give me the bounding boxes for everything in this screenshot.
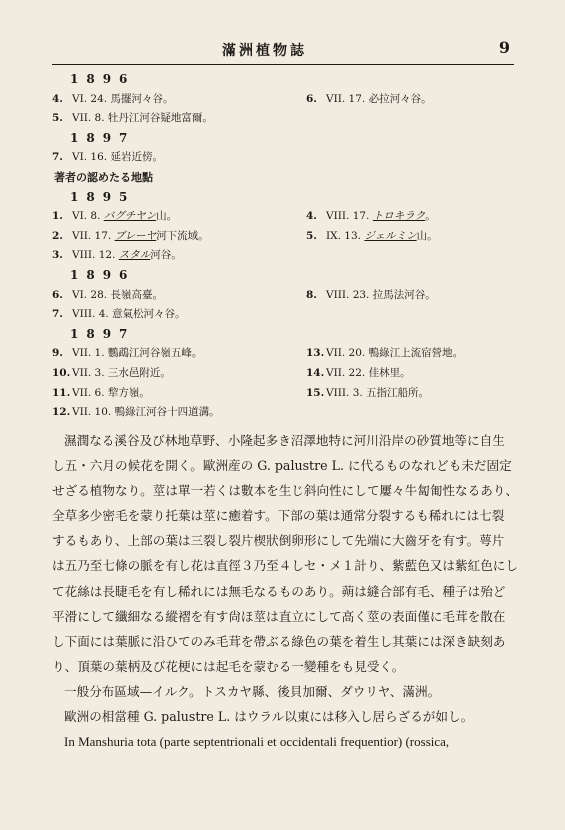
entry-number: 15. — [306, 386, 325, 399]
locality-entry — [306, 384, 429, 404]
locality-entry — [306, 90, 432, 110]
entry-date: VIII. 23. — [326, 288, 373, 301]
description-line: て花絲は長睫毛を有し稀れには無毛なるものあり。蒴は縫合部有毛、種子は殆ど — [52, 583, 506, 599]
entry-place-katakana: トロキラク — [372, 210, 426, 223]
entry-date: VII. 22. — [326, 366, 369, 379]
locality-row — [52, 148, 522, 168]
entry-place: 犂方嶺。 — [107, 386, 150, 399]
entry-date: VII. 1. — [72, 347, 108, 360]
locality-entry — [52, 90, 173, 110]
entry-number: 4. — [306, 210, 317, 223]
entry-place-katakana: ジェルミン — [364, 229, 417, 242]
entry-date: VII. 3. — [72, 366, 108, 379]
locality-entry — [52, 148, 163, 168]
entry-place: 延岩近傍。 — [110, 151, 163, 164]
entry-number: 6. — [52, 288, 63, 301]
entry-place: 三水邑附近。 — [107, 366, 171, 379]
entry-place-katakana: ブレーヤ — [114, 229, 157, 242]
entry-date: VIII. 12. — [72, 249, 119, 262]
species-description — [52, 428, 524, 754]
entry-date: VIII. 4. — [72, 308, 113, 321]
entry-number: 1. — [52, 210, 63, 223]
entry-place-katakana: バグチヤン — [103, 210, 157, 223]
year-text: 1897 — [70, 326, 136, 341]
locality-row — [52, 286, 522, 306]
description-line: せざる植物なり。莖は單一若くは數本を生じ斜向性にして屢々牛匐匍性なるあり、 — [52, 483, 518, 499]
entry-place-katakana: スタル — [118, 249, 151, 262]
locality-entry — [52, 246, 182, 266]
year-heading — [52, 266, 522, 286]
year-text: 1897 — [70, 130, 136, 145]
entry-place: 鴨綠江河谷十四道溝。 — [114, 406, 220, 419]
locality-list — [52, 70, 522, 423]
locality-entry — [306, 364, 411, 384]
entry-place-suffix: 。 — [425, 210, 436, 223]
entry-place: 拉馬法河谷。 — [372, 288, 436, 301]
year-heading — [52, 129, 522, 149]
locality-entry — [52, 227, 209, 247]
locality-entry — [52, 207, 177, 227]
locality-entry — [52, 364, 171, 384]
section-heading-text: 著者の認めたる地點 — [54, 170, 153, 184]
entry-number: 4. — [52, 92, 63, 105]
entry-place: 鴨綠江上流宿營地。 — [368, 347, 464, 360]
locality-entry — [306, 286, 436, 306]
description-line: は五乃至七條の脈を有し花は直徑３乃至４しセ・メ１計り、紫藍色又は紫紅色にし — [52, 558, 518, 574]
entry-number: 5. — [306, 229, 317, 242]
entry-date: VII. 20. — [326, 347, 369, 360]
locality-row — [52, 246, 522, 266]
entry-date: VII. 17. — [72, 229, 115, 242]
description-line: するもあり、上部の葉は三裂し裂片楔狀倒卵形にして先端に大齒牙を有す。萼片 — [52, 533, 505, 549]
running-title: 滿洲植物誌 — [222, 43, 307, 59]
entry-place: 馬擺河々谷。 — [110, 92, 174, 105]
entry-number: 5. — [52, 112, 63, 125]
locality-row — [52, 364, 522, 384]
entry-place: 佳林里。 — [368, 366, 411, 379]
entry-number: 10. — [52, 366, 71, 379]
description-line: 全草多少密毛を蒙り托葉は莖に癒着す。下部の葉は通常分裂するも稀れには七裂 — [52, 508, 505, 524]
entry-date: VIII. 17. — [326, 210, 373, 223]
locality-entry — [52, 384, 150, 404]
locality-entry — [52, 286, 163, 306]
page-number: 9 — [498, 38, 510, 57]
entry-date: VI. 28. — [72, 288, 111, 301]
locality-entry — [52, 344, 202, 364]
locality-row — [52, 207, 522, 227]
entry-number: 7. — [52, 151, 63, 164]
locality-entry — [306, 227, 438, 247]
entry-place-suffix: 山。 — [416, 229, 438, 242]
description-line: し下面には葉脈に沿ひてのみ毛茸を帶ぶる綠色の葉を着生し其葉には深き缺刻あ — [52, 633, 506, 649]
entry-number: 6. — [306, 92, 317, 105]
locality-row — [52, 403, 522, 423]
year-heading — [52, 188, 522, 208]
entry-place: 鸚鵡江河谷嶺五峰。 — [107, 347, 203, 360]
entry-number: 3. — [52, 249, 63, 262]
description-line: 一般分布區域—イルク。トスカヤ縣、後貝加爾、ダウリヤ、滿洲。 — [64, 683, 441, 699]
entry-number: 12. — [52, 406, 71, 419]
year-heading — [52, 325, 522, 345]
entry-date: VII. 17. — [326, 92, 369, 105]
entry-number: 2. — [52, 229, 63, 242]
entry-place: 長嶺高臺。 — [110, 288, 163, 301]
locality-row — [52, 90, 522, 110]
year-text: 1895 — [70, 189, 136, 204]
entry-date: VI. 24. — [72, 92, 111, 105]
year-text: 1896 — [70, 267, 136, 282]
entry-date: VII. 10. — [72, 406, 115, 419]
entry-number: 9. — [52, 347, 63, 360]
entry-date: IX. 13. — [326, 229, 365, 242]
entry-place-suffix: 山。 — [156, 210, 178, 223]
entry-date: VI. 8. — [72, 210, 104, 223]
entry-place: 必拉河々谷。 — [368, 92, 432, 105]
entry-date: VI. 16. — [72, 151, 111, 164]
locality-row — [52, 109, 522, 129]
entry-date: VII. 8. — [72, 112, 108, 125]
description-line: In Manshuria tota (parte septentrionali et occidentali frequentior) (rossica, — [64, 734, 450, 750]
description-line: し五・六月の候花を開く。歐洲産の G. palustre L. に代るものなれども未だ固定 — [52, 458, 512, 474]
entry-date: VIII. 3. — [326, 386, 367, 399]
locality-entry — [52, 109, 213, 129]
entry-place-suffix: 河谷。 — [150, 249, 182, 262]
entry-place: 五指江船所。 — [366, 386, 430, 399]
section-heading — [52, 168, 522, 188]
description-line: 歐洲の相當種 G. palustre L. はウラル以東には移入し居らざるが如し。 — [64, 709, 474, 725]
entry-place: 意氣松河々谷。 — [112, 308, 186, 321]
description-line: り、頂葉の葉柄及び花梗には起毛を蒙むる一變種をも見受く。 — [52, 658, 405, 674]
entry-place: 牡丹江河谷疑地富爾。 — [107, 112, 213, 125]
entry-number: 8. — [306, 288, 317, 301]
entry-number: 11. — [52, 386, 71, 399]
entry-number: 14. — [306, 366, 325, 379]
entry-number: 13. — [306, 347, 325, 360]
locality-entry — [52, 403, 220, 423]
year-heading — [52, 70, 522, 90]
locality-row — [52, 227, 522, 247]
entry-place-suffix: 河下流域。 — [156, 229, 209, 242]
locality-row — [52, 384, 522, 404]
year-text: 1896 — [70, 72, 136, 86]
locality-entry — [306, 207, 436, 227]
locality-row — [52, 344, 522, 364]
entry-date: VII. 6. — [72, 386, 108, 399]
locality-row — [52, 305, 522, 325]
entry-number: 7. — [52, 308, 63, 321]
locality-entry — [52, 305, 186, 325]
description-line: 濕潤なる溪谷及び林地草野、小隆起多き沼澤地特に河川沿岸の砂質地等に自生 — [64, 433, 505, 448]
page-header — [52, 40, 514, 65]
locality-entry — [306, 344, 463, 364]
description-line: 平滑にして纖細なる縱褶を有す尙ほ莖は直立にして高く莖の表面僅に毛茸を散在 — [52, 608, 506, 624]
